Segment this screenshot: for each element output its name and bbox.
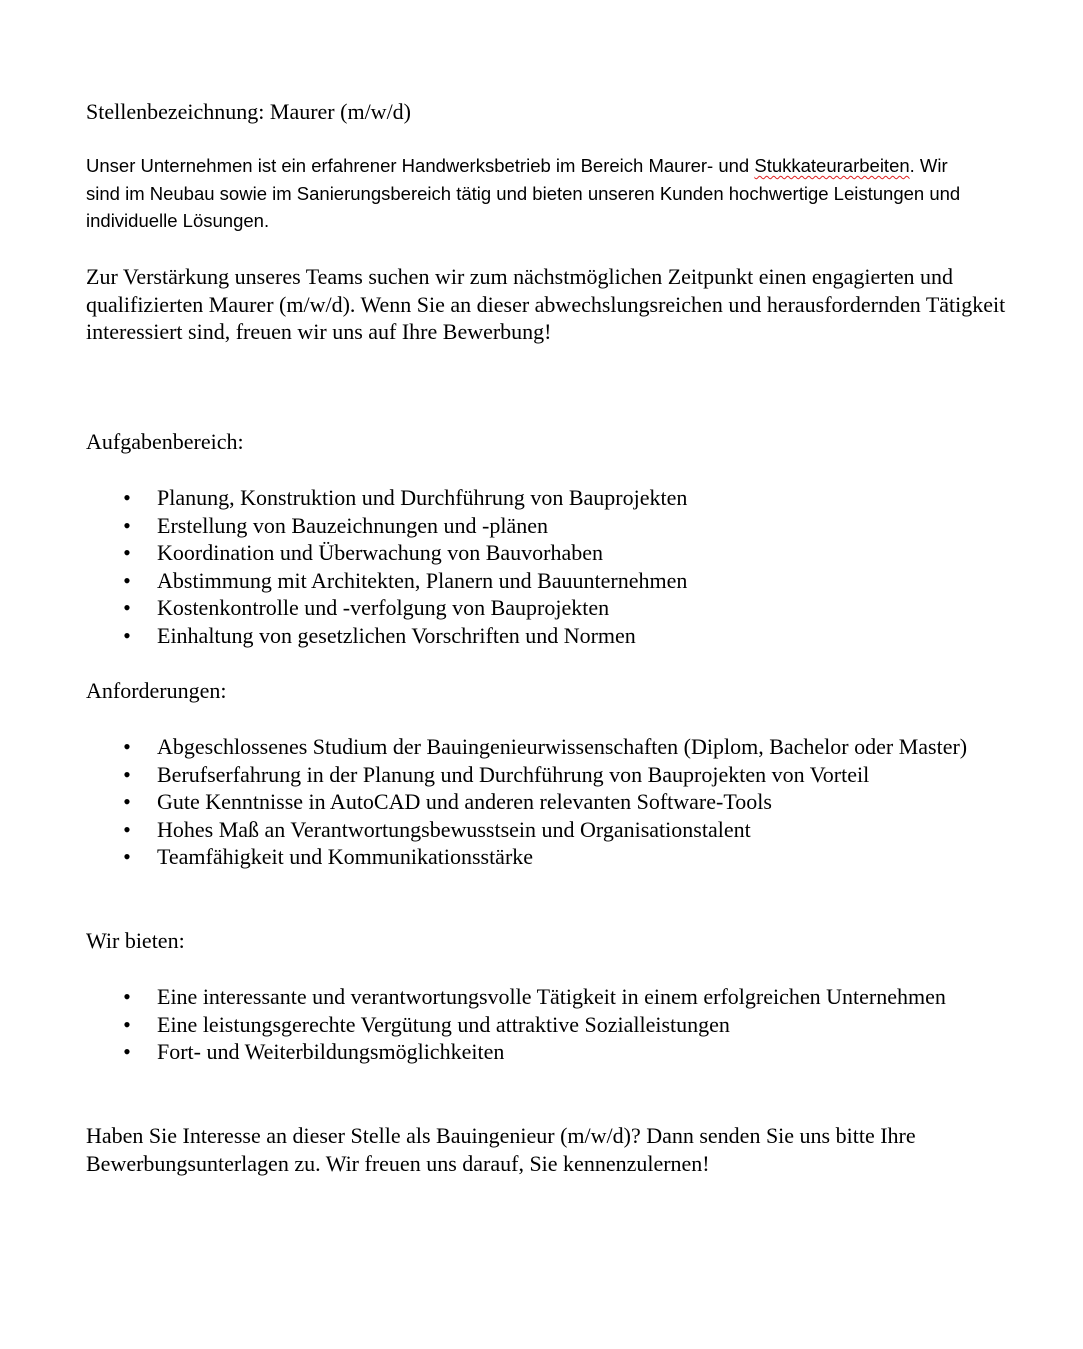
job-title: Stellenbezeichnung: Maurer (m/w/d) [86, 99, 412, 124]
company-intro [86, 152, 986, 235]
list-item: • Hohes Maß an Verantwortungsbewusstsein und Organisationstalent [86, 816, 1016, 844]
bullet-icon: • [123, 816, 131, 842]
bullet-icon: • [123, 512, 131, 538]
list-item: • Erstellung von Bauzeichnungen und -plänen [86, 512, 1016, 540]
bullet-icon: • [123, 595, 131, 620]
list-item: • Eine interessante und verantwortungsvolle Tätigkeit in einem erfolgreichen Unternehmen [86, 983, 1016, 1011]
section-heading-requirements: Anforderungen: [86, 678, 227, 703]
list-item: • Koordination und Überwachung von Bauvorhaben [86, 539, 1016, 567]
bullet-icon: • [123, 1039, 131, 1064]
recruitment-paragraph: Zur Verstärkung unseres Teams suchen wir zum nächstmöglichen Zeitpunkt einen engagierten und qualifizierten Maurer (m/w/d). Wenn Sie an dieser abwechslungsreichen und herausfordernden Tätigkeit interessiert sind, freuen wir uns auf Ihre Bewerbung! [86, 264, 1006, 344]
list-item: • Planung, Konstruktion und Durchführung von Bauprojekten [86, 484, 1016, 512]
intro-text-end: . Wir sind im Neubau sowie im Sanierungsbereich tätig und bieten unseren Kunden hochwertige Leistungen und individuelle Lösungen. [86, 155, 961, 231]
intro-text-start: Unser Unternehmen ist ein erfahrener Handwerksbetrieb im Bereich Maurer- und [86, 155, 755, 176]
section-heading-offer: Wir bieten: [86, 928, 185, 953]
list-item: • Abstimmung mit Architekten, Planern und Bauunternehmen [86, 567, 1016, 595]
misspelled-word[interactable]: Stukkateurarbeiten [754, 155, 910, 176]
list-item: • Teamfähigkeit und Kommunikationsstärke [86, 843, 1016, 871]
tasks-list [86, 484, 1016, 649]
bullet-icon: • [123, 789, 131, 814]
bullet-icon: • [123, 1011, 131, 1037]
bullet-icon: • [123, 567, 131, 593]
list-item: • Gute Kenntnisse in AutoCAD und anderen relevanten Software-Tools [86, 788, 1016, 816]
bullet-icon: • [123, 540, 131, 565]
bullet-icon: • [123, 844, 131, 869]
bullet-icon: • [123, 485, 131, 510]
list-item: • Eine leistungsgerechte Vergütung und attraktive Sozialleistungen [86, 1011, 1016, 1039]
offer-list [86, 983, 1016, 1066]
requirements-list [86, 733, 1016, 871]
list-item: • Berufserfahrung in der Planung und Durchführung von Bauprojekten von Vorteil [86, 761, 1016, 789]
list-item: • Fort- und Weiterbildungsmöglichkeiten [86, 1038, 1016, 1066]
bullet-icon: • [123, 761, 131, 787]
bullet-icon: • [123, 984, 131, 1009]
list-item: • Einhaltung von gesetzlichen Vorschriften und Normen [86, 622, 1016, 650]
bullet-icon: • [123, 734, 131, 759]
closing-paragraph: Haben Sie Interesse an dieser Stelle als Bauingenieur (m/w/d)? Dann senden Sie uns bitte Ihre Bewerbungsunterlagen zu. Wir freuen uns darauf, Sie kennenzulernen! [86, 1123, 916, 1176]
section-heading-tasks: Aufgabenbereich: [86, 429, 244, 454]
bullet-icon: • [123, 622, 131, 648]
list-item: • Kostenkontrolle und -verfolgung von Bauprojekten [86, 594, 1016, 622]
list-item: • Abgeschlossenes Studium der Bauingenieurwissenschaften (Diplom, Bachelor oder Master) [86, 733, 1016, 761]
